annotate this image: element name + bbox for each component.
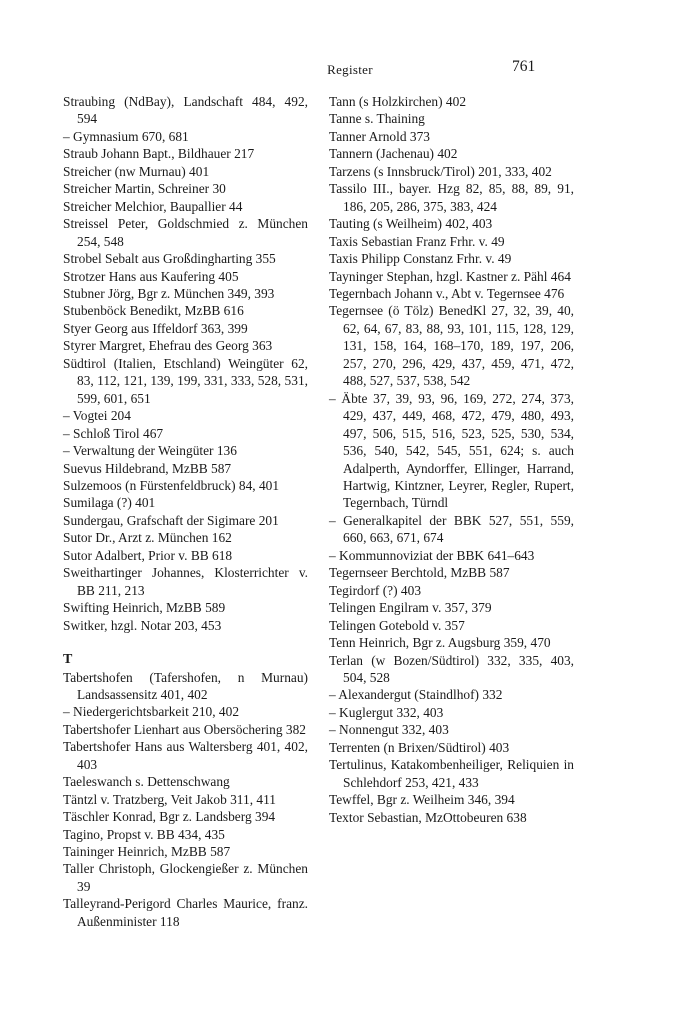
index-entry: Taxis Philipp Constanz Frhr. v. 49 xyxy=(329,251,512,267)
index-entry: Tauting (s Weilheim) 402, 403 xyxy=(329,216,493,232)
letter-heading-t: T xyxy=(63,652,73,668)
index-entry: Sutor Adalbert, Prior v. BB 618 xyxy=(63,547,233,563)
index-entry: Tabertshofen (Tafershofen, n Murnau) Landsassensitz 401, 402 xyxy=(63,669,308,702)
index-entry: Tenn Heinrich, Bgr z. Augsburg 359, 470 xyxy=(329,635,551,651)
index-entry: – Kommunnoviziat der BBK 641–643 xyxy=(329,547,535,563)
index-entry: Sutor Dr., Arzt z. München 162 xyxy=(63,530,232,546)
index-entry: – Alexandergut (Staindlhof) 332 xyxy=(329,687,503,703)
index-entry: Tanner Arnold 373 xyxy=(329,128,430,144)
index-entry: – Gymnasium 670, 681 xyxy=(63,128,189,144)
index-entry: – Nonnengut 332, 403 xyxy=(329,722,449,738)
index-section-s xyxy=(63,93,308,634)
index-entry: Tewffel, Bgr z. Weilheim 346, 394 xyxy=(329,792,515,808)
index-entry: Tabertshofer Hans aus Waltersberg 401, 402, 403 xyxy=(63,739,308,772)
index-entry: – Schloß Tirol 467 xyxy=(63,425,164,441)
index-entry: Stubner Jörg, Bgr z. München 349, 393 xyxy=(63,285,275,301)
index-entry: Streissel Peter, Goldschmied z. München 254, 548 xyxy=(63,216,308,249)
index-entry: Straub Johann Bapt., Bildhauer 217 xyxy=(63,146,255,162)
index-entry: Taller Christoph, Glockengießer z. München 39 xyxy=(63,861,308,894)
index-entry: Terlan (w Bozen/Südtirol) 332, 335, 403, 504, 528 xyxy=(329,652,574,685)
index-entry: Telingen Gotebold v. 357 xyxy=(329,617,465,633)
index-entry: Sumilaga (?) 401 xyxy=(63,495,156,511)
index-entry: Tassilo III., bayer. Hzg 82, 85, 88, 89, 91, 186, 205, 286, 375, 383, 424 xyxy=(329,181,574,214)
index-entry: Terrenten (n Brixen/Südtirol) 403 xyxy=(329,739,510,755)
index-entry: Tegernsee (ö Tölz) BenedKl 27, 32, 39, 40, 62, 64, 67, 83, 88, 93, 101, 115, 128, 129, 131, 158, 164, 168–170, 189, 197, 206, 257, 270, 296, 429, 437, 459, 471, 472, 488, 527, 537, 538, 542 xyxy=(329,303,574,389)
index-entry: Talleyrand-Perigord Charles Maurice, franz. Außenminister 118 xyxy=(63,896,308,929)
index-entry: Täntzl v. Tratzberg, Veit Jakob 311, 411 xyxy=(63,791,276,807)
index-column-right xyxy=(329,93,574,826)
index-entry: Südtirol (Italien, Etschland) Weingüter 62, 83, 112, 121, 139, 199, 331, 333, 528, 531, 599, 601, 651 xyxy=(63,355,308,406)
index-entry: Tayninger Stephan, hzgl. Kastner z. Pähl 464 xyxy=(329,268,571,284)
index-entry: Tarzens (s Innsbruck/Tirol) 201, 333, 402 xyxy=(329,163,552,179)
index-entry: Strotzer Hans aus Kaufering 405 xyxy=(63,268,239,284)
index-entry: Telingen Engilram v. 357, 379 xyxy=(329,600,492,616)
page-number: 761 xyxy=(512,58,536,75)
index-entry: Tertulinus, Katakombenheiliger, Reliquien in Schlehdorf 253, 421, 433 xyxy=(329,757,574,790)
index-entry: Tanne s. Thaining xyxy=(329,111,425,127)
index-section-t xyxy=(63,669,308,931)
index-entry: Täschler Konrad, Bgr z. Landsberg 394 xyxy=(63,809,276,825)
index-column-left xyxy=(63,93,308,930)
index-entry: Switker, hzgl. Notar 203, 453 xyxy=(63,617,222,633)
index-entry: Sulzemoos (n Fürstenfeldbruck) 84, 401 xyxy=(63,477,280,493)
index-entry: Styer Georg aus Iffeldorf 363, 399 xyxy=(63,320,248,336)
index-entry: – Kuglergut 332, 403 xyxy=(329,704,444,720)
index-entry: Taxis Sebastian Franz Frhr. v. 49 xyxy=(329,233,505,249)
index-entry: Tegernseer Berchtold, MzBB 587 xyxy=(329,565,510,581)
index-entry: Sweithartinger Johannes, Klosterrichter v. BB 211, 213 xyxy=(63,565,308,598)
index-entry: Styrer Margret, Ehefrau des Georg 363 xyxy=(63,338,273,354)
index-entry: Swifting Heinrich, MzBB 589 xyxy=(63,600,226,616)
running-header-title: Register xyxy=(327,62,373,77)
index-entry: – Äbte 37, 39, 93, 96, 169, 272, 274, 373, 429, 437, 449, 468, 472, 479, 480, 493, 497, 506, 515, 516, 523, 525, 530, 534, 536, 540, 542, 545, 551, 624; s. auch Adalperth, Ayndorffer, Ellinger, Harrand, Hartwig, Kintzner, Leyrer, Regler, Rupert, Tegernbach, Türndl xyxy=(329,390,574,511)
index-entry: – Vogtei 204 xyxy=(63,408,131,424)
index-entry: – Generalkapitel der BBK 527, 551, 559, 660, 663, 671, 674 xyxy=(329,512,574,546)
index-section-t-continued xyxy=(329,93,574,826)
index-entry: Streicher Martin, Schreiner 30 xyxy=(63,181,226,197)
index-entry: Sundergau, Grafschaft der Sigimare 201 xyxy=(63,512,279,528)
index-entry: Tegernbach Johann v., Abt v. Tegernsee 476 xyxy=(329,285,565,301)
index-entry: Tannern (Jachenau) 402 xyxy=(329,146,458,162)
index-entry: Tagino, Propst v. BB 434, 435 xyxy=(63,826,225,842)
index-entry: Taeleswanch s. Dettenschwang xyxy=(63,774,230,790)
index-entry: Straubing (NdBay), Landschaft 484, 492, 594 xyxy=(63,94,308,127)
index-entry: Textor Sebastian, MzOttobeuren 638 xyxy=(329,809,527,825)
index-entry: Tann (s Holzkirchen) 402 xyxy=(329,94,467,109)
index-entry: Tegirdorf (?) 403 xyxy=(329,582,422,598)
index-entry: Strobel Sebalt aus Großdingharting 355 xyxy=(63,251,276,267)
index-entry: – Verwaltung der Weingüter 136 xyxy=(63,443,237,459)
index-entry: Suevus Hildebrand, MzBB 587 xyxy=(63,460,232,476)
index-entry: Taininger Heinrich, MzBB 587 xyxy=(63,844,231,860)
index-entry: Stubenböck Benedikt, MzBB 616 xyxy=(63,303,244,319)
index-entry: Streicher Melchior, Baupallier 44 xyxy=(63,198,243,214)
index-entry: – Niedergerichtsbarkeit 210, 402 xyxy=(63,704,240,720)
index-entry: Streicher (nw Murnau) 401 xyxy=(63,163,210,179)
index-entry: Tabertshofer Lienhart aus Obersöchering 382 xyxy=(63,721,306,737)
